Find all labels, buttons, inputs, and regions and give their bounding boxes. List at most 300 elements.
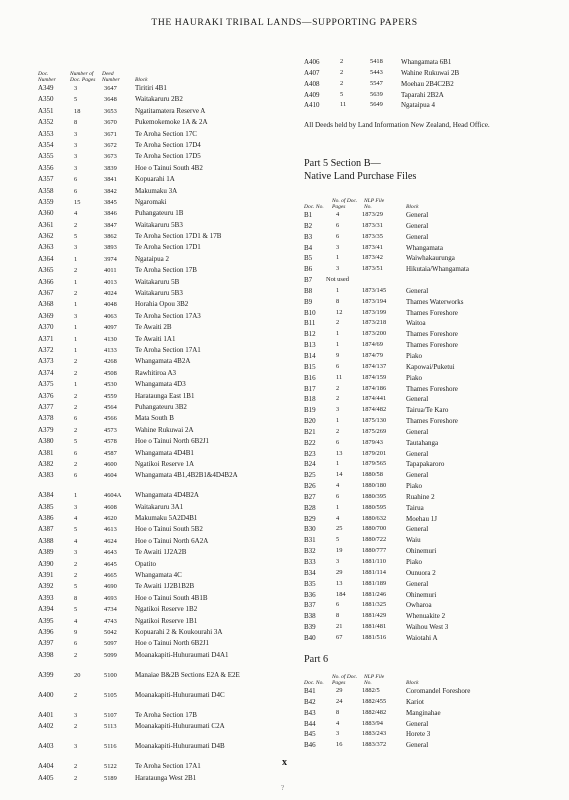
block-name: Horahia Opou 3B2 [135, 300, 189, 309]
block-name: Wahine Rukuwai 2A [135, 425, 194, 434]
table-row [304, 362, 544, 373]
block-name: Hoe o Tainui North 6A2A [135, 536, 209, 545]
block-name: Waihou West 3 [406, 623, 449, 632]
deed-number: 5099 [104, 651, 117, 659]
table-row [304, 590, 544, 601]
nlp-file-number: 1880/722 [362, 536, 387, 544]
deed-number: 4268 [104, 358, 117, 366]
block-name: Ohinemuri [406, 590, 437, 599]
doc-pages: 9 [336, 351, 340, 359]
doc-pages: 2 [336, 384, 340, 392]
doc-number: B22 [304, 438, 316, 447]
deed-number: 4048 [104, 301, 117, 309]
deed-number: 4608 [104, 503, 117, 511]
block-name: Te Aroha Section 17B [135, 266, 197, 275]
block-name: Thames Waterworks [406, 297, 464, 306]
doc-pages: 2 [336, 319, 340, 327]
doc-pages: 4 [336, 482, 340, 490]
doc-pages: 11 [336, 373, 343, 381]
table-row [38, 94, 278, 105]
block-name: Moanakapiti-Huhuraumati C2A [135, 722, 225, 731]
doc-number: B37 [304, 601, 316, 610]
block-name: Te Aroha Section 17B [135, 710, 197, 719]
block-name: Whenuakite 2 [406, 612, 446, 621]
doc-pages: 8 [74, 594, 78, 602]
table-row [38, 186, 278, 197]
table-row [38, 593, 278, 604]
doc-number: B24 [304, 460, 316, 469]
deed-number: 3862 [104, 233, 117, 241]
table-row [304, 740, 544, 751]
block-name: Coromandel Foreshore [406, 687, 471, 695]
block-name: General [406, 741, 429, 750]
block-name: Hoe o Tainui South 4B2 [135, 163, 203, 172]
doc-number: A396 [38, 627, 54, 636]
table-row [38, 616, 278, 627]
nlp-file-number: 1874/186 [362, 384, 387, 392]
doc-pages: 1 [74, 255, 78, 263]
doc-number: A361 [38, 220, 54, 229]
deeds-table [38, 57, 278, 784]
table-row [38, 459, 278, 470]
block-name: General [406, 221, 429, 230]
doc-pages: 3 [336, 558, 340, 565]
doc-number: B7 [304, 276, 313, 285]
table-row [304, 232, 544, 243]
deed-number: 3839 [104, 164, 117, 172]
block-name: Thames Foreshore [406, 417, 458, 426]
doc-number: A375 [38, 380, 54, 389]
table-row [38, 208, 278, 219]
doc-pages: 3 [74, 743, 78, 751]
doc-number: A387 [38, 525, 54, 534]
doc-pages: 1 [74, 278, 78, 286]
block-name: Tiritiri 4B1 [135, 84, 167, 92]
doc-number: B2 [304, 221, 313, 230]
doc-pages: 8 [336, 297, 340, 305]
block-name: Kopuarahi 2 & Koukourahi 3A [135, 627, 223, 636]
table-row [304, 243, 544, 254]
doc-pages: 12 [336, 308, 343, 316]
doc-number: A358 [38, 186, 54, 195]
table-row [38, 345, 278, 356]
table-row [38, 220, 278, 231]
nlp-file-number: 1881/114 [362, 568, 386, 576]
block-name: Hoe o Tainui South 5B2 [135, 525, 203, 534]
doc-pages: 5 [74, 96, 78, 104]
table-row [38, 322, 278, 333]
doc-pages: 8 [336, 708, 340, 716]
table-row [38, 356, 278, 367]
table-row [304, 557, 544, 568]
deed-number: 5107 [104, 711, 117, 719]
block-name: Waitakaruru 5B3 [135, 289, 183, 298]
table-row [38, 106, 278, 117]
doc-pages: 2 [74, 774, 78, 782]
doc-number: A385 [38, 502, 54, 511]
deed-number: 4566 [104, 415, 117, 423]
doc-pages: 2 [340, 58, 344, 65]
doc-pages: 3 [74, 312, 78, 320]
doc-pages: 1 [74, 381, 78, 389]
doc-pages: 3 [74, 153, 78, 161]
deed-number: 4097 [104, 324, 117, 332]
table-row [38, 604, 278, 615]
doc-number: A384 [38, 491, 54, 500]
col-doc-no-header: Doc. No. [304, 679, 324, 686]
nlp-file-number: 1880/777 [362, 547, 387, 555]
doc-number: B29 [304, 514, 316, 523]
nlp-file-number: 1873/200 [362, 330, 387, 338]
doc-pages: 6 [74, 176, 78, 184]
deed-number: 3845 [104, 198, 117, 206]
block-name: Harataunga East 1B1 [135, 391, 195, 400]
nlp-file-number: 1883/372 [362, 741, 387, 749]
block-name: Puhangateuru 1B [135, 209, 184, 218]
block-name: Te Awaiti 1J2A2B [135, 548, 187, 557]
doc-pages: 4 [336, 211, 340, 218]
doc-pages: 4 [74, 537, 78, 545]
doc-pages: 4 [336, 514, 340, 522]
table-row [304, 524, 544, 535]
deed-number: 3670 [104, 119, 117, 127]
doc-number: B3 [304, 232, 313, 241]
doc-number: A357 [38, 175, 54, 184]
table-row [304, 719, 544, 730]
deeds-table-body [38, 83, 278, 784]
doc-number: A388 [38, 536, 54, 545]
doc-pages: 2 [74, 267, 78, 275]
table-row [38, 513, 278, 524]
deeds-table-header [38, 57, 278, 83]
doc-pages: 16 [336, 741, 343, 749]
deed-number: 4600 [104, 460, 117, 468]
deeds-table-continued [304, 57, 544, 111]
doc-number: B20 [304, 417, 316, 426]
block-name: Kariot [406, 697, 424, 706]
doc-number: A404 [38, 762, 54, 771]
block-name: Harataunga West 2B1 [135, 773, 197, 782]
block-name: General [406, 286, 429, 295]
table-row [304, 340, 544, 351]
doc-pages: 3 [74, 141, 78, 149]
block-name: Ngatikoi Reserve 1B1 [135, 616, 198, 625]
doc-number: A352 [38, 118, 54, 127]
nlp-file-number: 1873/42 [362, 254, 383, 262]
table-row [304, 503, 544, 514]
block-name: Waiu [406, 536, 421, 545]
table-row [304, 264, 544, 275]
doc-pages: 4 [74, 515, 78, 523]
doc-pages: 2 [74, 572, 78, 580]
block-name: Te Aroha Section 17D5 [135, 152, 201, 161]
table-row [38, 436, 278, 447]
deed-number: 4734 [104, 606, 117, 614]
doc-number: B42 [304, 697, 316, 706]
deed-number: 4693 [104, 594, 117, 602]
col-nlp-file-header: NLP File No. [364, 197, 385, 210]
block-name: General [406, 211, 429, 219]
doc-number: B14 [304, 351, 316, 360]
doc-number: B9 [304, 297, 313, 306]
table-row [304, 329, 544, 340]
deed-number: 4530 [104, 381, 117, 389]
table-row [38, 197, 278, 208]
table-row [304, 438, 544, 449]
nlp-file-number: 1873/218 [362, 319, 387, 327]
table-row [304, 100, 544, 111]
doc-pages: 2 [336, 395, 340, 403]
block-name: Whangamata 6B1 [401, 58, 452, 66]
doc-pages: 3 [336, 406, 340, 414]
nlp-file-number: 1874/159 [362, 373, 387, 381]
doc-pages: 20 [74, 671, 81, 679]
doc-pages: 3 [74, 85, 78, 92]
block-name: Manginahae [406, 708, 441, 717]
doc-pages: 1 [74, 492, 78, 500]
doc-pages: 4 [336, 719, 340, 727]
nlp-file-number: 1880/595 [362, 503, 387, 511]
table-row [304, 481, 544, 492]
block-name: Ngataipua 2 [135, 254, 170, 263]
doc-pages: 6 [74, 415, 78, 423]
block-name: Horete 3 [406, 730, 431, 739]
doc-pages: 25 [336, 525, 343, 533]
doc-number: B8 [304, 286, 313, 295]
nlp-table-body [304, 210, 544, 644]
table-row [304, 729, 544, 740]
deed-number: 5105 [104, 691, 117, 699]
table-row [38, 334, 278, 345]
doc-pages: 2 [74, 691, 78, 699]
block-name: Thames Foreshore [406, 341, 458, 350]
table-row [304, 416, 544, 427]
deed-number: 3672 [104, 141, 117, 149]
deed-number: 3648 [104, 96, 117, 104]
block-name: Te Aroha Section 17A3 [135, 311, 201, 320]
deed-number: 3842 [104, 187, 117, 195]
block-name: Ngataipua 4 [401, 101, 436, 110]
block-name: Te Aroha Section 17A1 [135, 345, 201, 354]
table-row [38, 265, 278, 276]
block-name: Tapapakaroro [406, 460, 445, 469]
table-row [304, 568, 544, 579]
block-name: Moehau 2B4C2B2 [401, 79, 454, 88]
deed-number: 4011 [104, 267, 117, 275]
doc-number: B1 [304, 211, 313, 219]
table-row [304, 611, 544, 622]
table-row [304, 57, 544, 68]
nlp-file-number: 1882/482 [362, 708, 387, 716]
table-row [38, 710, 278, 721]
doc-pages: 3 [74, 711, 78, 719]
doc-number: A392 [38, 582, 54, 591]
deed-number: 5113 [104, 723, 117, 731]
doc-number: A395 [38, 616, 54, 625]
table-row [38, 490, 278, 501]
doc-pages: 6 [74, 472, 78, 480]
doc-pages: 11 [340, 101, 347, 109]
block-name: Tairua [406, 503, 424, 512]
block-name: Manaiae B&2B Sections E2A & E2E [135, 670, 240, 679]
doc-pages: 3 [74, 130, 78, 138]
deeds-source-note: All Deeds held by Land Information New Zealand, Head Office. [304, 121, 490, 129]
col-block-header: Block [406, 679, 419, 686]
part6-table [304, 660, 544, 751]
doc-number: A368 [38, 300, 54, 309]
doc-number: B17 [304, 384, 316, 393]
doc-number: A386 [38, 514, 54, 523]
doc-number: B41 [304, 687, 316, 695]
deed-number: 4133 [104, 346, 117, 354]
deed-number: 3647 [104, 85, 117, 92]
doc-pages: 4 [74, 617, 78, 625]
deed-number: 3671 [104, 130, 117, 138]
block-name: Te Awaiti 1A1 [135, 334, 176, 343]
doc-number: A366 [38, 277, 54, 286]
doc-pages: 24 [336, 697, 343, 705]
part6-title: Part 6 [304, 654, 329, 665]
doc-number: A382 [38, 459, 54, 468]
deed-number: 4578 [104, 438, 117, 446]
doc-number: B13 [304, 341, 316, 350]
doc-number: B6 [304, 265, 313, 274]
block-name: Ngaromaki [135, 197, 167, 206]
doc-number: A399 [38, 670, 54, 679]
col-doc-pages-header: No. of Doc. Pages [332, 673, 358, 686]
doc-pages: 6 [336, 221, 340, 229]
table-row [304, 253, 544, 264]
table-row [304, 546, 544, 557]
deed-number: 4024 [104, 290, 117, 298]
table-row [304, 449, 544, 460]
table-row [304, 600, 544, 611]
table-row [38, 425, 278, 436]
nlp-file-number: 1881/325 [362, 601, 387, 609]
table-row [304, 633, 544, 644]
block-name: Whangamata 4B1,4B2B1&4D4B2A [135, 471, 238, 480]
doc-pages: 2 [74, 403, 78, 411]
doc-pages: 1 [74, 324, 78, 332]
block-name: General [406, 719, 429, 728]
page-number: x [282, 757, 287, 768]
doc-number: A356 [38, 163, 54, 172]
block-name: Ounuora 2 [406, 568, 436, 577]
block-name: Ohinemuri [406, 547, 437, 556]
doc-number: A376 [38, 391, 54, 400]
table-row [38, 277, 278, 288]
table-row [38, 547, 278, 558]
block-name: Kapowai/Puketui [406, 362, 455, 371]
table-row [38, 254, 278, 265]
table-row [38, 379, 278, 390]
doc-number: B39 [304, 623, 316, 632]
doc-pages: 6 [336, 492, 340, 500]
scan-mark: ? [281, 784, 285, 792]
deed-number: 5097 [104, 640, 117, 648]
doc-number: B4 [304, 243, 313, 252]
block-name: Waitakaruru 5B [135, 277, 180, 286]
nlp-file-number: 1879/565 [362, 460, 387, 468]
block-name: Moanakapiti-Huhuraumati D4B [135, 742, 225, 751]
doc-number: A378 [38, 414, 54, 423]
doc-pages: 2 [74, 221, 78, 229]
doc-number: B36 [304, 590, 316, 599]
nlp-file-number: 1874/79 [362, 351, 383, 359]
doc-number: A372 [38, 345, 54, 354]
nlp-file-number: 1873/145 [362, 286, 387, 294]
nlp-file-number: 1880/700 [362, 525, 387, 533]
block-name: Whangamata 4D4B1 [135, 448, 194, 457]
doc-pages: 2 [74, 763, 78, 771]
running-header: THE HAURAKI TRIBAL LANDS—SUPPORTING PAPERS [151, 17, 418, 28]
doc-number: B31 [304, 536, 316, 545]
col-block-header: Block [406, 203, 419, 210]
deed-number: 4508 [104, 369, 117, 377]
nlp-file-number: 1873/29 [362, 211, 383, 218]
block-name: Makumaku 5A2D4B1 [135, 514, 198, 523]
deed-number: 4645 [104, 560, 117, 568]
doc-pages: 2 [74, 560, 78, 568]
block-name: Whangamata [406, 243, 443, 252]
block-name: Whangamata 4B2A [135, 357, 191, 366]
doc-pages: 67 [336, 633, 343, 641]
table-row [38, 368, 278, 379]
deed-number: 4665 [104, 572, 117, 580]
block-name: Piako [406, 373, 422, 382]
block-name: General [406, 427, 429, 436]
col-deed-header: Deed Number [102, 70, 120, 83]
block-name: Taparahi 2B2A [401, 90, 444, 99]
doc-number: B45 [304, 730, 316, 739]
block-name: Piako [406, 351, 422, 360]
table-row [38, 140, 278, 151]
deed-number: 4063 [104, 312, 117, 320]
doc-pages: 14 [336, 471, 343, 479]
doc-number: B44 [304, 719, 316, 728]
doc-pages: 6 [74, 187, 78, 195]
table-row [304, 79, 544, 90]
block-name: Tairua/Te Karo [406, 406, 449, 415]
doc-number: B32 [304, 547, 316, 556]
doc-number: A393 [38, 593, 54, 602]
block-name: Pukemokemoke 1A & 2A [135, 118, 208, 127]
doc-pages: Not used [326, 276, 349, 284]
nlp-file-number: 1880/58 [362, 471, 383, 479]
doc-pages: 2 [336, 427, 340, 435]
doc-number: A407 [304, 68, 320, 77]
right-column [304, 57, 544, 750]
table-row [304, 297, 544, 308]
block-name: Makumaku 3A [135, 186, 178, 195]
table-row [304, 384, 544, 395]
nlp-file-number: 1883/243 [362, 730, 387, 738]
nlp-file-number: 1881/189 [362, 579, 387, 587]
doc-number: B16 [304, 373, 316, 382]
table-row [38, 581, 278, 592]
table-row [38, 231, 278, 242]
doc-pages: 5 [74, 233, 78, 241]
block-name: Waitoa [406, 319, 426, 328]
table-row [38, 242, 278, 253]
table-row [38, 721, 278, 741]
doc-number: A367 [38, 289, 54, 298]
deed-number: 4013 [104, 278, 117, 286]
col-doc-pages-header: No. of Doc. Pages [332, 197, 358, 210]
deed-number: 5100 [104, 671, 117, 679]
doc-pages: 6 [336, 438, 340, 446]
doc-pages: 13 [336, 449, 343, 457]
